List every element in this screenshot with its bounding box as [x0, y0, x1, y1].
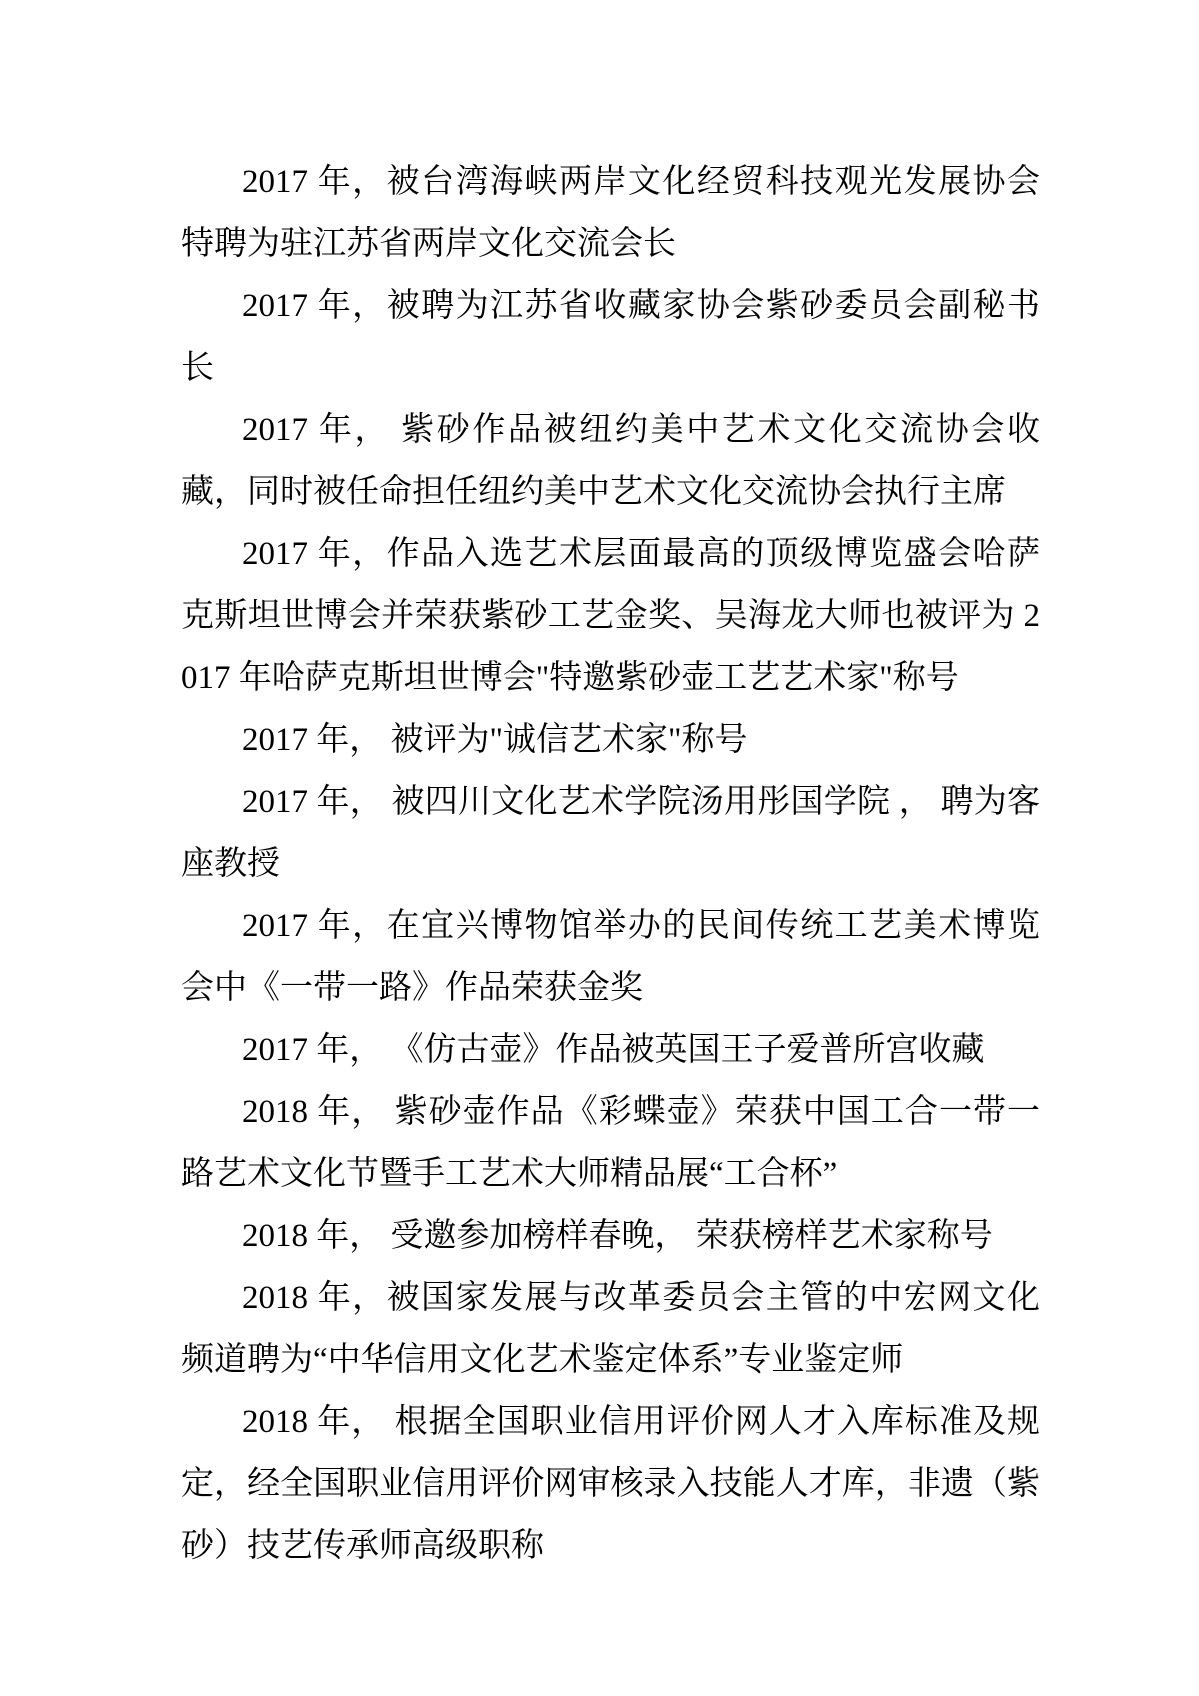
paragraph: 2017 年，被台湾海峡两岸文化经贸科技观光发展协会特聘为驻江苏省两岸文化交流会长 [181, 164, 1040, 262]
paragraph: 2018 年，被国家发展与改革委员会主管的中宏网文化频道聘为“中华信用文化艺术鉴定体系”专业鉴定师 [181, 1280, 1040, 1378]
paragraph: 2018 年， 受邀参加榜样春晚， 荣获榜样艺术家称号 [242, 1218, 993, 1254]
paragraph: 2018 年， 根据全国职业信用评价网人才入库标准及规定，经全国职业信用评价网审核录入技能人才库，非遗（紫砂）技艺传承师高级职称 [181, 1404, 1040, 1564]
paragraph: 2017 年， 紫砂作品被纽约美中艺术文化交流协会收藏，同时被任命担任纽约美中艺术文化交流协会执行主席 [181, 412, 1040, 510]
paragraph: 2017 年，在宜兴博物馆举办的民间传统工艺美术博览会中《一带一路》作品荣获金奖 [181, 908, 1040, 1006]
paragraph: 2017 年， 被四川文化艺术学院汤用彤国学院 ， 聘为客座教授 [181, 784, 1040, 882]
paragraph: 2017 年，被聘为江苏省收藏家协会紫砂委员会副秘书长 [181, 288, 1040, 386]
document-body [181, 151, 1040, 1577]
paragraph: 2018 年， 紫砂壶作品《彩蝶壶》荣获中国工合一带一路艺术文化节暨手工艺术大师精品展“工合杯” [181, 1094, 1040, 1192]
paragraph: 2017 年， 《仿古壶》作品被英国王子爱普所宫收藏 [242, 1032, 985, 1068]
paragraph: 2017 年， 被评为"诚信艺术家"称号 [242, 722, 748, 758]
paragraph: 2017 年，作品入选艺术层面最高的顶级博览盛会哈萨克斯坦世博会并荣获紫砂工艺金奖、吴海龙大师也被评为 2017 年哈萨克斯坦世博会"特邀紫砂壶工艺艺术家"称号 [181, 536, 1040, 696]
